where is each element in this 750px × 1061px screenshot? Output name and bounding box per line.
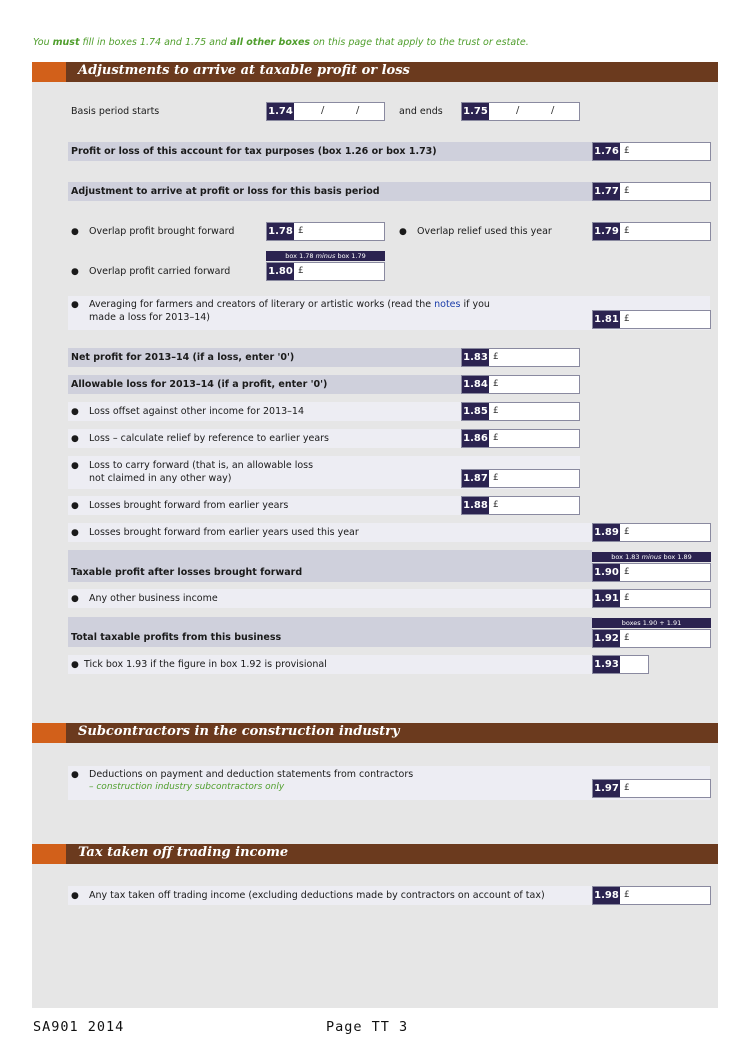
box-1-76-field[interactable]: 1.76 £ [592,142,711,161]
box-1-90-field[interactable]: 1.90 £ [592,563,711,582]
box-1-76-label: Profit or loss of this account for tax purposes (box 1.26 or box 1.73) [71,146,437,157]
bullet-icon: ● [71,891,79,901]
box-number: 1.83 [462,349,489,366]
box-1-97-field[interactable]: 1.97 £ [592,779,711,798]
box-1-97-note: – construction industry subcontractors only [89,782,285,792]
box-number: 1.79 [593,223,620,240]
box-1-98-field[interactable]: 1.98 £ [592,886,711,905]
box-1-78-field[interactable]: 1.78 £ [266,222,385,241]
box-1-87-label: Loss to carry forward (that is, an allowable loss [89,460,314,471]
section-header-adjustments [32,62,718,82]
box-number: 1.97 [593,780,620,797]
box-1-88-field[interactable]: 1.88 £ [461,496,580,515]
box-1-92-caption: boxes 1.90 + 1.91 [592,618,711,628]
box-1-85-field[interactable]: 1.85 £ [461,402,580,421]
box-1-77-label: Adjustment to arrive at profit or loss for this basis period [71,186,380,197]
section-header-subcontractors [32,723,718,743]
and-ends-label: and ends [399,106,443,117]
box-1-80-label: Overlap profit carried forward [89,266,231,277]
instruction-text: You must fill in boxes 1.74 and 1.75 and all other boxes on this page that apply to the trust or estate. [33,37,529,48]
bullet-icon: ● [71,501,79,511]
box-number: 1.85 [462,403,489,420]
box-1-91-field[interactable]: 1.91 £ [592,589,711,608]
page-number: Page TT 3 [326,1019,409,1035]
box-1-81-field[interactable]: 1.81 £ [592,310,711,329]
section-title: Tax taken off trading income [78,845,289,860]
box-number: 1.89 [593,524,620,541]
box-1-84-label: Allowable loss for 2013–14 (if a profit, enter '0') [71,379,328,390]
box-1-84-field[interactable]: 1.84 £ [461,375,580,394]
box-1-92-label: Total taxable profits from this business [71,632,282,643]
box-1-81-label: Averaging for farmers and creators of literary or artistic works (read the notes if you [89,299,490,310]
box-1-87-field[interactable]: 1.87 £ [461,469,580,488]
box-number: 1.84 [462,376,489,393]
box-number: 1.76 [593,143,620,160]
box-number: 1.93 [593,656,620,673]
bullet-icon: ● [71,770,79,780]
bullet-icon: ● [71,300,79,310]
box-number: 1.91 [593,590,620,607]
bullet-icon: ● [71,267,79,277]
basis-start-label: Basis period starts [71,106,160,117]
box-1-89-field[interactable]: 1.89 £ [592,523,711,542]
box-1-87-label-line2: not claimed in any other way) [89,473,232,484]
box-1-80-caption: box 1.78 minus box 1.79 [266,251,385,261]
bullet-icon: ● [399,227,407,237]
box-number: 1.90 [593,564,620,581]
box-1-74-date-field[interactable]: 1.74 / / [266,102,385,121]
bullet-icon: ● [71,407,79,417]
box-1-83-label: Net profit for 2013–14 (if a loss, enter '0') [71,352,295,363]
bullet-icon: ● [71,434,79,444]
box-1-86-field[interactable]: 1.86 £ [461,429,580,448]
box-1-88-label: Losses brought forward from earlier years [89,500,289,511]
box-number: 1.75 [462,103,489,120]
box-1-83-field[interactable]: 1.83 £ [461,348,580,367]
box-1-85-label: Loss offset against other income for 2013–14 [89,406,305,417]
box-number: 1.92 [593,630,620,647]
notes-link[interactable]: notes [434,299,461,310]
bullet-icon: ● [71,227,79,237]
box-number: 1.88 [462,497,489,514]
box-1-75-date-field[interactable]: 1.75 / / [461,102,580,121]
box-1-89-label: Losses brought forward from earlier years used this year [89,527,359,538]
box-number: 1.78 [267,223,294,240]
box-1-79-label: Overlap relief used this year [417,226,552,237]
bullet-icon: ● [71,660,79,670]
box-1-93-tickbox[interactable] [592,655,649,674]
bullet-icon: ● [71,461,79,471]
box-number: 1.81 [593,311,620,328]
box-1-90-caption: box 1.83 minus box 1.89 [592,552,711,562]
box-number: 1.74 [267,103,294,120]
box-1-78-label: Overlap profit brought forward [89,226,235,237]
box-number: 1.80 [267,263,294,280]
box-1-91-label: Any other business income [89,593,218,604]
bullet-icon: ● [71,528,79,538]
box-1-92-field[interactable]: 1.92 £ [592,629,711,648]
box-1-81-label-line2: made a loss for 2013–14) [89,312,210,323]
box-number: 1.77 [593,183,620,200]
box-1-97-label: Deductions on payment and deduction statements from contractors [89,769,414,780]
bullet-icon: ● [71,594,79,604]
box-1-98-label: Any tax taken off trading income (excluding deductions made by contractors on account of tax) [89,890,545,901]
box-1-86-label: Loss – calculate relief by reference to earlier years [89,433,330,444]
section-header-tax-taken [32,844,718,864]
form-reference: SA901 2014 [33,1019,125,1035]
box-1-77-field[interactable]: 1.77 £ [592,182,711,201]
box-1-90-label: Taxable profit after losses brought forward [71,567,303,578]
box-1-79-field[interactable]: 1.79 £ [592,222,711,241]
box-number: 1.87 [462,470,489,487]
box-number: 1.86 [462,430,489,447]
box-number: 1.98 [593,887,620,904]
section-title: Adjustments to arrive at taxable profit or loss [78,63,410,78]
box-1-93-label: Tick box 1.93 if the figure in box 1.92 is provisional [84,659,327,670]
box-1-80-field[interactable]: 1.80 £ [266,262,385,281]
section-title: Subcontractors in the construction industry [78,724,400,739]
